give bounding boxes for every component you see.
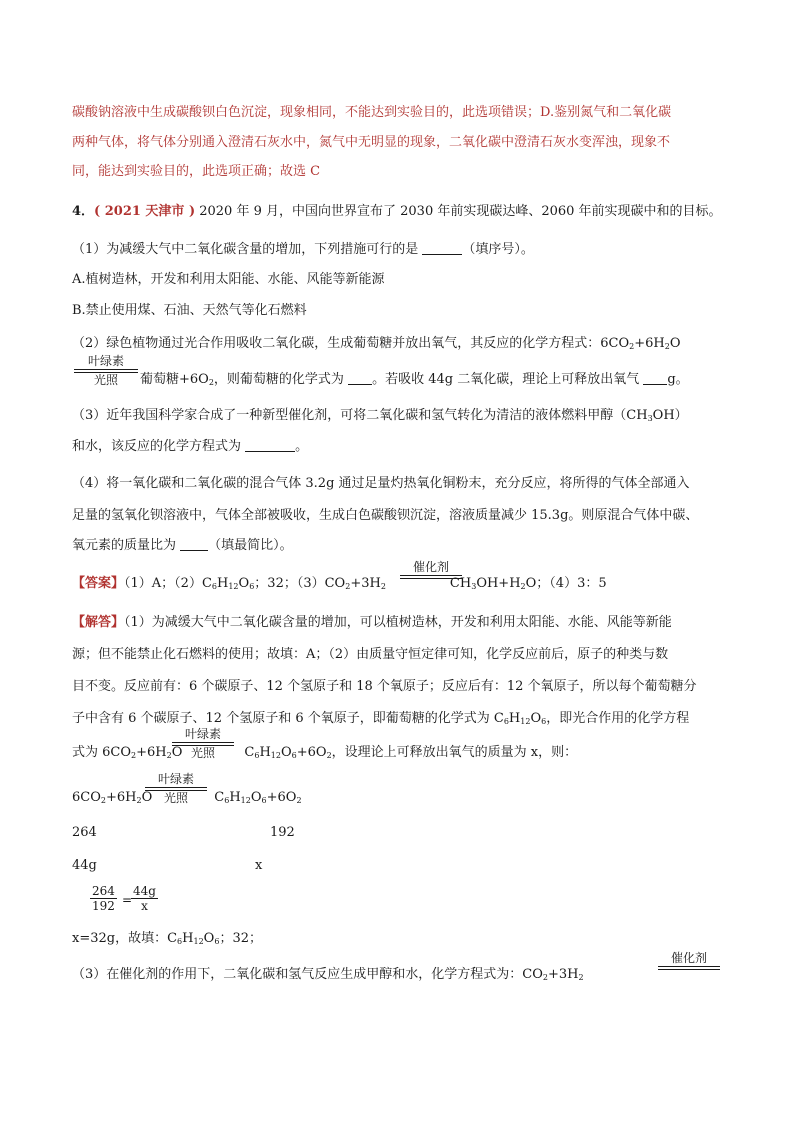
q2-blank-1 <box>348 372 372 385</box>
question-stem <box>72 203 722 221</box>
q1-tail: （填序号）。 <box>462 242 534 257</box>
q2-line-2: 葡萄糖$+6O_2$，则葡萄糖的化学式为 。若吸收 44g 二氧化碳，理论上可释放出氧气 g。 <box>140 372 689 387</box>
q1-blank <box>422 242 462 255</box>
equation-line: $6CO_2+6H_2O$ $C_6H_{12}O_6+6O_2$ <box>72 790 302 805</box>
solution-tag: 【解答】 <box>72 615 125 630</box>
catalyst-label: 催化剂 <box>412 560 449 574</box>
photosynthesis-condition-1: 叶绿素 光照 <box>172 727 234 760</box>
catalyst-condition <box>400 560 462 579</box>
q3-line-1: （3）近年我国科学家合成了一种新型催化剂，可将二氧化碳和氢气转化为清洁的液体燃料甲醇$(CH_3OH)$ <box>72 408 688 423</box>
q2-blank-2 <box>643 372 667 385</box>
solution-line-2: 源；但不能禁止化石燃料的使用；故填：A；（2）由质量守恒定律可知，化学反应前后，原子的种类与数 <box>72 647 669 662</box>
catalyst-condition-2: 催化剂 <box>658 951 720 970</box>
mass-row-1-right: 192 <box>270 825 295 840</box>
result-line: x=32g，故填：$C_6H_{12}O_6$；32； <box>72 931 262 946</box>
solution-line-3: 目不变。反应前有：6 个碳原子、12 个氢原子和 18 个氧原子；反应后有：12 个氧原子，所以每个葡萄糖分 <box>72 679 697 694</box>
q4-line-3: 氧元素的质量比为 （填最简比）。 <box>72 538 293 553</box>
fraction-2: $\frac{44g}{x}$ <box>133 884 156 913</box>
reaction-condition <box>74 354 138 387</box>
q1-line <box>72 241 534 259</box>
solution-line-1: 【解答】（1）为减缓大气中二氧化碳含量的增加，可以植树造林，开发和利用太阳能、水能、风能等新能 <box>72 615 672 630</box>
answer-tag: 【答案】 <box>72 576 125 591</box>
solution-line-last: （3）在催化剂的作用下，二氧化碳和氢气反应生成甲醇和水，化学方程式为：$CO_2+3H_2$ <box>72 967 584 982</box>
solution-line-5: 式为 $6CO_2+6H_2O$ $C_6H_{12}O_6+6O_2$，设理论上可释放出氧气的质量为 x，则： <box>72 745 578 760</box>
q2-line-1: （2）绿色植物通过光合作用吸收二氧化碳，生成葡萄糖并放出氧气，其反应的化学方程式：$6CO_2+6H_2O$ <box>72 336 681 351</box>
intro-line-1: 碳酸钠溶液中生成碳酸钡白色沉淀，现象相同，不能达到实验目的，此选项错误；D.鉴别氮气和二氧化碳 <box>72 105 672 120</box>
mass-row-2-right: x <box>255 858 263 873</box>
condition-top: 叶绿素 <box>87 354 124 368</box>
question-source: ( 2021 天津市 ) <box>94 204 196 219</box>
option-a: A.植树造林，开发和利用太阳能、水能、风能等新能源 <box>72 272 385 287</box>
intro-line-2: 两种气体，将气体分别通入澄清石灰水中，氮气中无明显的现象，二氧化碳中澄清石灰水变浑浊，现象不 <box>72 135 671 150</box>
answer-line: 【答案】（1）A；$(2)C_6H_{12}O_6$；32；$(3)CO_2+3H_2$ $CH_3OH+H_2O$；（4）3：5 <box>72 576 607 591</box>
q4-blank <box>180 538 208 551</box>
q3-line-2: 和水，该反应的化学方程式为 。 <box>72 439 309 454</box>
fraction-1: $\frac{264}{192}$ <box>92 884 115 913</box>
solution-line-4: 子中含有 6 个碳原子、12 个氢原子和 6 个氧原子，即葡萄糖的化学式为 $C_6H_{12}O_6$，即光合作用的化学方程 <box>72 711 690 726</box>
condition-bottom: 光照 <box>93 373 118 387</box>
q4-line-1: （4）将一氧化碳和二氧化碳的混合气体 3.2g 通过足量灼热氧化铜粉末，充分反应，将所得的气体全部通入 <box>72 476 690 491</box>
intro-line-3: 同，能达到实验目的，此选项正确；故选 C <box>72 164 321 179</box>
q3-blank <box>245 439 295 452</box>
question-stem-text: 2020 年 9 月，中国向世界宣布了 2030 年前实现碳达峰、2060 年前实现碳中和的目标。 <box>195 204 722 219</box>
question-number: 4． <box>72 204 95 219</box>
q1-text: （1）为减缓大气中二氧化碳含量的增加，下列措施可行的是 <box>72 242 423 257</box>
mass-row-2-left: 44g <box>72 858 97 873</box>
q4-line-2: 足量的氢氧化钡溶液中，气体全部被吸收，生成白色碳酸钡沉淀，溶液质量减少 15.3g。则原混合气体中碳、 <box>72 508 699 523</box>
option-b: B.禁止使用煤、石油、天然气等化石燃料 <box>72 303 307 318</box>
fraction-equals: = <box>122 893 133 907</box>
mass-row-1-left: 264 <box>72 825 97 840</box>
photosynthesis-condition-2: 叶绿素 光照 <box>145 772 207 805</box>
